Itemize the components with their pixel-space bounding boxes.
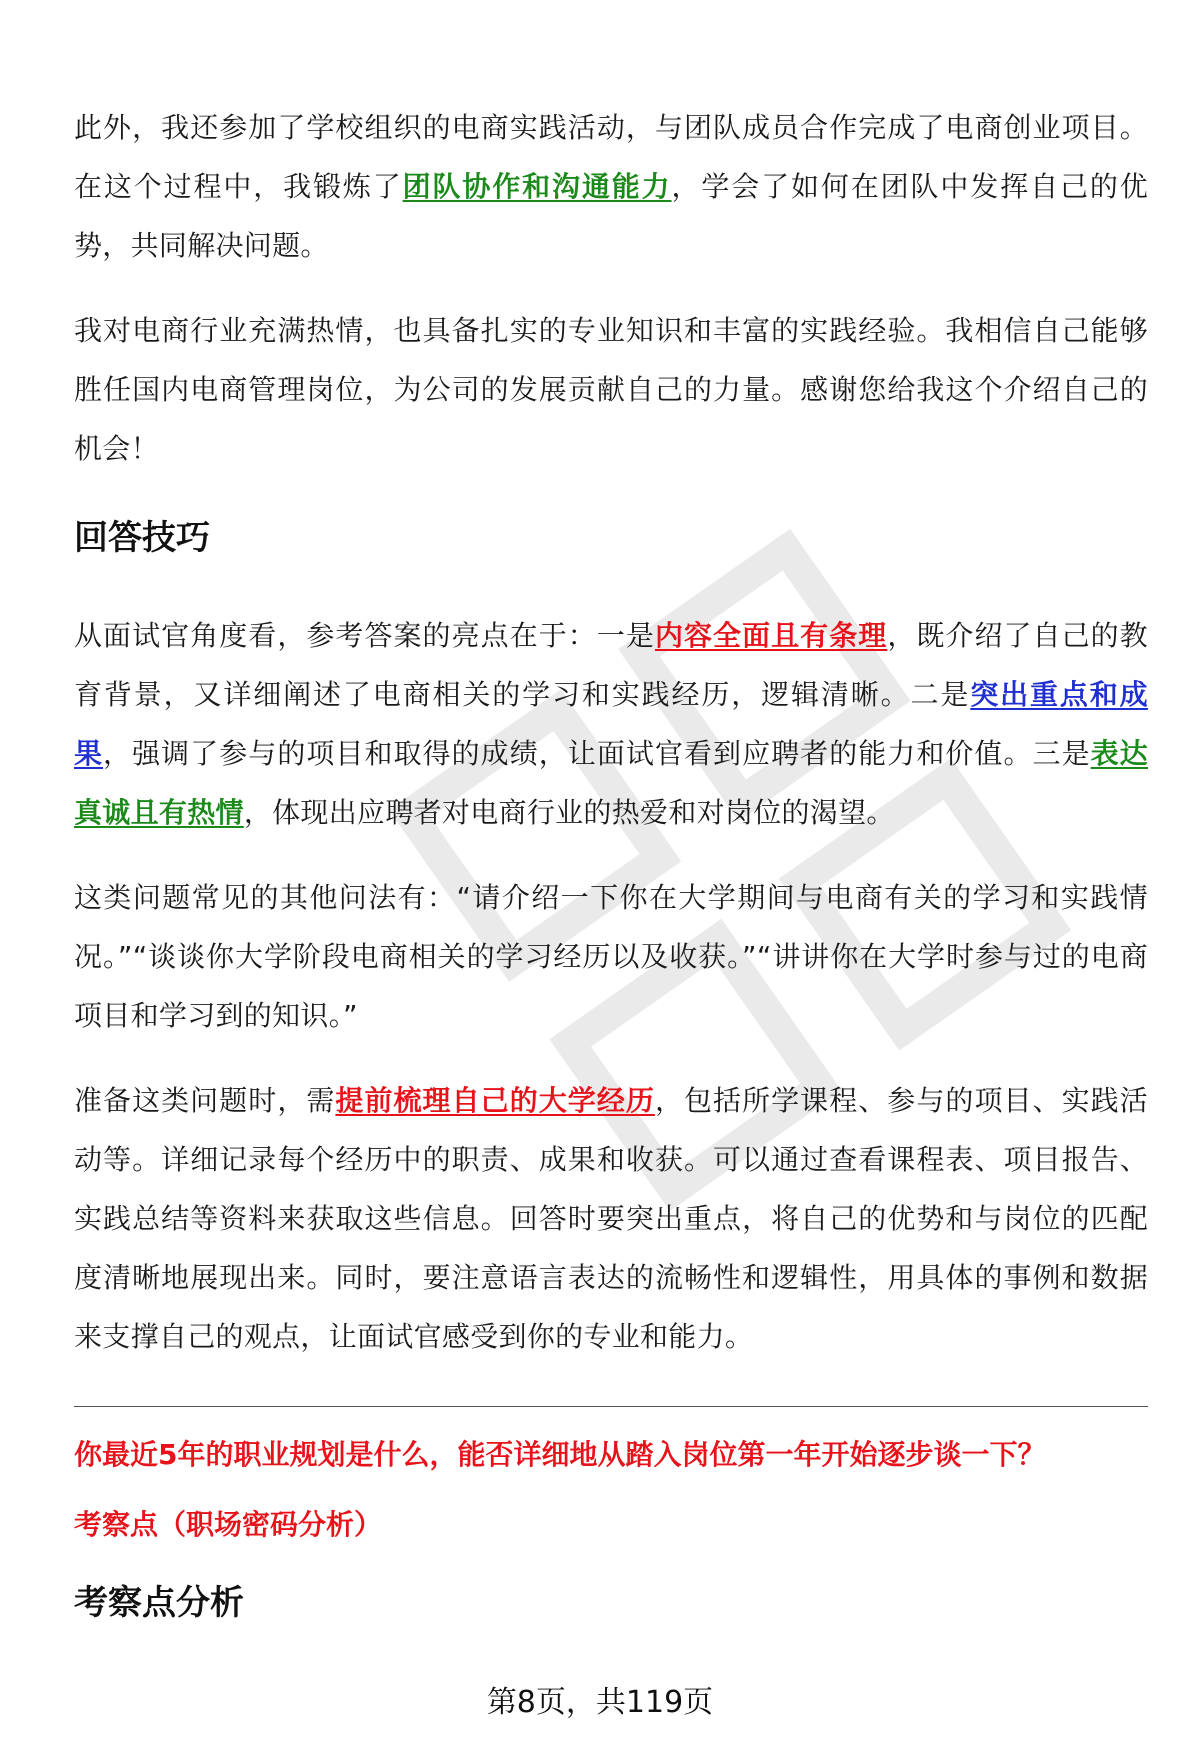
paragraph-highlights [74, 606, 1148, 842]
highlight-review-experience: 提前梳理自己的大学经历 [335, 1084, 655, 1117]
document-content [74, 98, 1148, 1623]
paragraph-text: ，学会了如何在团队中发挥自己的优势，共同解决问题。 [74, 170, 1148, 262]
paragraph-text: 此外，我还参加了学校组织的电商实践活动，与团队成员合作完成了电商创业项目。在这个过程中，我锻炼了 [74, 111, 1148, 203]
section-divider [74, 1406, 1148, 1407]
highlight-sincere: 表达真诚且有热情 [74, 737, 1148, 829]
paragraph-preparation [74, 1071, 1148, 1366]
highlight-comprehensive: 内容全面且有条理 [654, 619, 888, 652]
paragraph-practice [74, 98, 1148, 275]
paragraph-text: 准备这类问题时，需 [74, 1084, 336, 1117]
paragraph-text: ，强调了参与的项目和取得的成绩，让面试官看到应聘者的能力和价值。三是 [103, 737, 1091, 770]
paragraph-passion: 我对电商行业充满热情，也具备扎实的专业知识和丰富的实践经验。我相信自己能够胜任国内电商管理岗位，为公司的发展贡献自己的力量。感谢您给我这个介绍自己的机会！ [74, 314, 1148, 465]
section-heading-analysis: 考察点分析 [74, 1583, 244, 1623]
paragraph-variants: 这类问题常见的其他问法有：“请介绍一下你在大学期间与电商有关的学习和实践情况。”“谈谈你大学阶段电商相关的学习经历以及收获。”“讲讲你在大学时参与过的电商项目和学习到的知识。” [74, 881, 1148, 1032]
paragraph-text: ，既介绍了自己的教育背景，又详细阐述了电商相关的学习和实践经历，逻辑清晰。二是 [74, 619, 1148, 711]
paragraph-text: ，体现出应聘者对电商行业的热爱和对岗位的渴望。 [243, 796, 895, 829]
highlight-key-results: 突出重点和成果 [74, 678, 1148, 770]
section-heading-tips: 回答技巧 [74, 518, 210, 558]
next-question: 你最近5年的职业规划是什么，能否详细地从踏入岗位第一年开始逐步谈一下？ [74, 1438, 1046, 1471]
paragraph-text: 从面试官角度看，参考答案的亮点在于：一是 [74, 619, 655, 652]
page-number: 第8页，共119页 [486, 1685, 714, 1720]
question-subtitle: 考察点（职场密码分析） [74, 1508, 383, 1541]
highlight-teamwork: 团队协作和沟通能力 [402, 170, 672, 203]
paragraph-text: ，包括所学课程、参与的项目、实践活动等。详细记录每个经历中的职责、成果和收获。可以通过查看课程表、项目报告、实践总结等资料来获取这些信息。回答时要突出重点，将自己的优势和与岗位的匹配度清晰地展现出来。同时，要注意语言表达的流畅性和逻辑性，用具体的事例和数据来支撑自己的观点，让面试官感受到你的专业和能力。 [74, 1084, 1148, 1353]
